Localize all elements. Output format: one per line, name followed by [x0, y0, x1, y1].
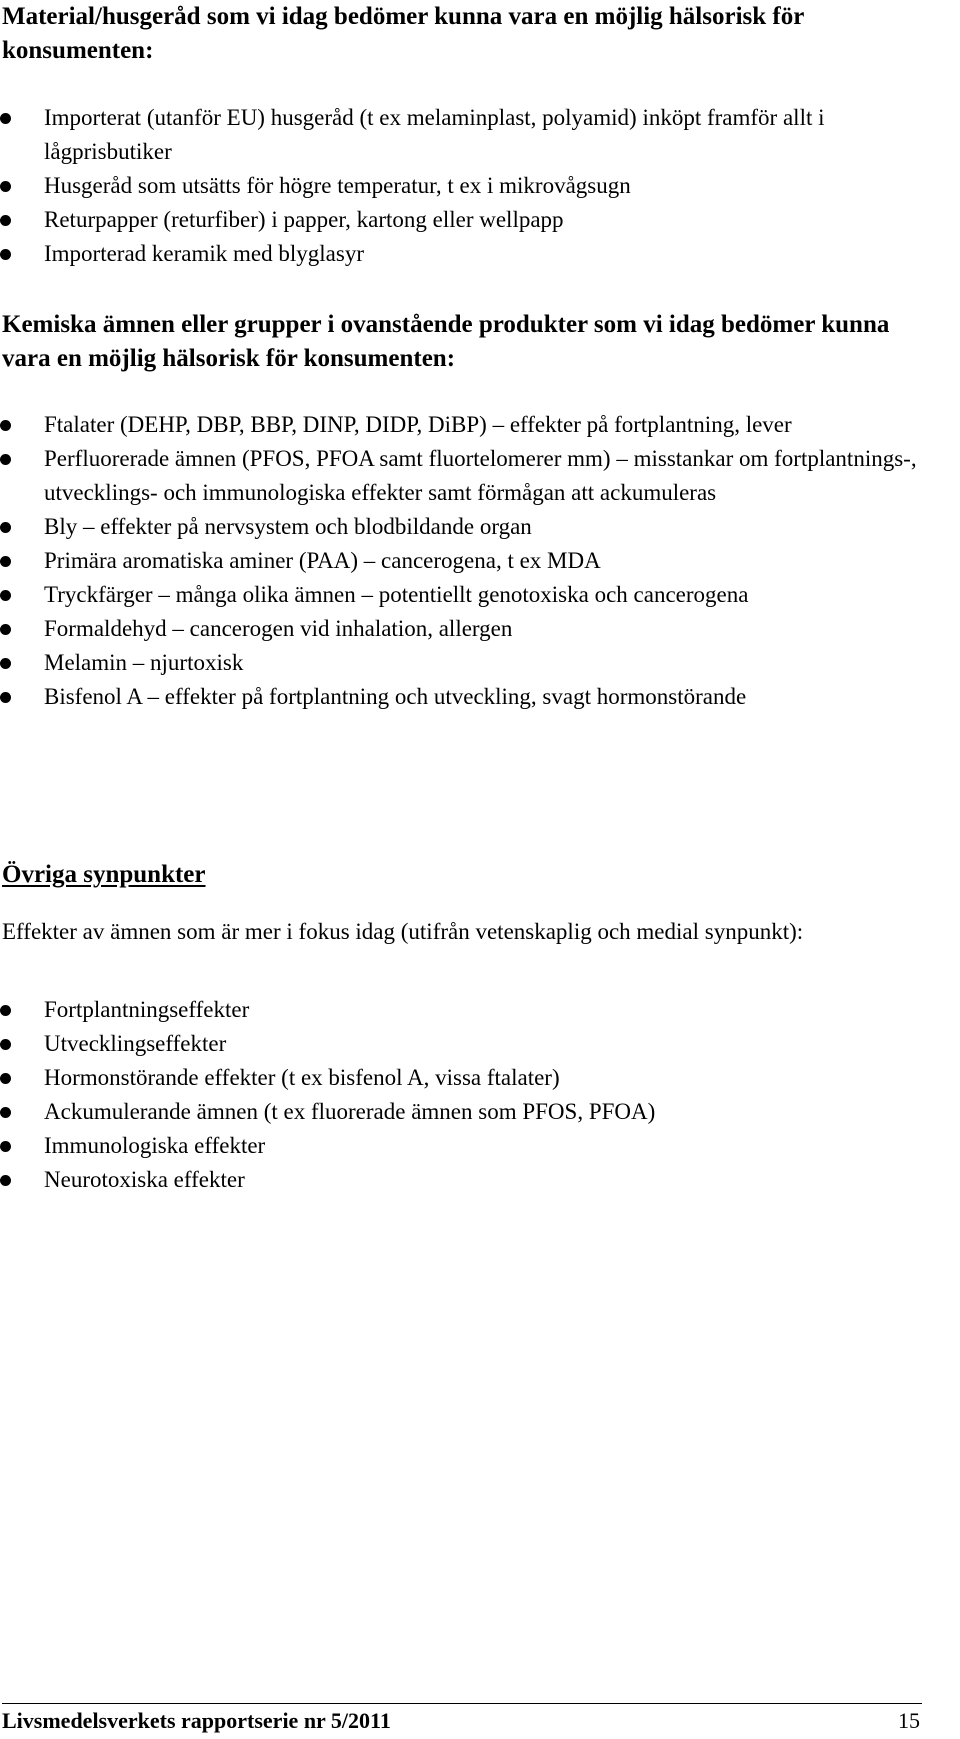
bullet-icon [0, 1073, 11, 1084]
list-item-text: Bly – effekter på nervsystem och blodbildande organ [44, 514, 532, 539]
list-item [0, 646, 945, 680]
list-item-text: Neurotoxiska effekter [44, 1167, 245, 1192]
section-intro-paragraph: Effekter av ämnen som är mer i fokus idag (utifrån vetenskaplig och medial synpunkt): [2, 919, 804, 944]
list-item-text: Perfluorerade ämnen (PFOS, PFOA samt fluortelomerer mm) – misstankar om fortplantnings-, utvecklings- och immunologiska effekter samt förmågan att ackumuleras [44, 446, 917, 505]
list-item-text: Primära aromatiska aminer (PAA) – cancerogena, t ex MDA [44, 548, 601, 573]
bullet-icon [0, 420, 11, 431]
list-item [0, 237, 945, 271]
list-item [0, 1061, 945, 1095]
list-item-text: Importerad keramik med blyglasyr [44, 241, 364, 266]
bullet-icon [0, 1005, 11, 1016]
list-item [0, 1163, 945, 1197]
list-item-text: Husgeråd som utsätts för högre temperatur, t ex i mikrovågsugn [44, 173, 631, 198]
list-item [0, 101, 945, 169]
footer-divider [2, 1703, 922, 1704]
bullet-icon [0, 522, 11, 533]
list-item [0, 169, 945, 203]
bullet-icon [0, 249, 11, 260]
list-item [0, 408, 945, 442]
list-item [0, 203, 945, 237]
list-item-text: Ackumulerande ämnen (t ex fluorerade ämnen som PFOS, PFOA) [44, 1099, 656, 1124]
list-item-text: Bisfenol A – effekter på fortplantning och utveckling, svagt hormonstörande [44, 684, 747, 709]
section-heading-materials: Material/husgeråd som vi idag bedömer kunna vara en möjlig hälsorisk för konsumenten: [2, 3, 804, 64]
footer-report-series: Livsmedelsverkets rapportserie nr 5/2011 [2, 1708, 391, 1733]
bullet-icon [0, 590, 11, 601]
bullet-icon [0, 1107, 11, 1118]
list-item [0, 578, 945, 612]
bullet-icon [0, 181, 11, 192]
bullet-icon [0, 1039, 11, 1050]
list-item [0, 1027, 945, 1061]
bullet-icon [0, 624, 11, 635]
bullet-icon [0, 692, 11, 703]
list-item-text: Importerat (utanför EU) husgeråd (t ex melaminplast, polyamid) inköpt framför allt i lågprisbutiker [44, 105, 825, 164]
list-item [0, 993, 945, 1027]
section-heading-chemicals: Kemiska ämnen eller grupper i ovanstående produkter som vi idag bedömer kunna vara en möjlig hälsorisk för konsumenten: [2, 311, 890, 372]
list-item-text: Returpapper (returfiber) i papper, kartong eller wellpapp [44, 207, 564, 232]
effects-list [0, 993, 945, 1197]
list-item-text: Utvecklingseffekter [44, 1031, 227, 1056]
page-number: 15 [898, 1708, 920, 1733]
list-item [0, 442, 945, 510]
section-title-other-views: Övriga synpunkter [2, 861, 206, 888]
chemicals-list [0, 408, 945, 714]
list-item [0, 1095, 945, 1129]
list-item-text: Tryckfärger – många olika ämnen – potentiellt genotoxiska och cancerogena [44, 582, 749, 607]
list-item-text: Melamin – njurtoxisk [44, 650, 244, 675]
bullet-icon [0, 113, 11, 124]
list-item-text: Hormonstörande effekter (t ex bisfenol A, vissa ftalater) [44, 1065, 560, 1090]
list-item [0, 544, 945, 578]
list-item-text: Formaldehyd – cancerogen vid inhalation, allergen [44, 616, 513, 641]
list-item [0, 510, 945, 544]
materials-list [0, 101, 945, 271]
list-item-text: Immunologiska effekter [44, 1133, 266, 1158]
bullet-icon [0, 1141, 11, 1152]
list-item-text: Ftalater (DEHP, DBP, BBP, DINP, DIDP, DiBP) – effekter på fortplantning, lever [44, 412, 792, 437]
list-item [0, 1129, 945, 1163]
list-item [0, 680, 945, 714]
bullet-icon [0, 658, 11, 669]
bullet-icon [0, 1175, 11, 1186]
bullet-icon [0, 454, 11, 465]
list-item [0, 612, 945, 646]
list-item-text: Fortplantningseffekter [44, 997, 250, 1022]
bullet-icon [0, 215, 11, 226]
bullet-icon [0, 556, 11, 567]
